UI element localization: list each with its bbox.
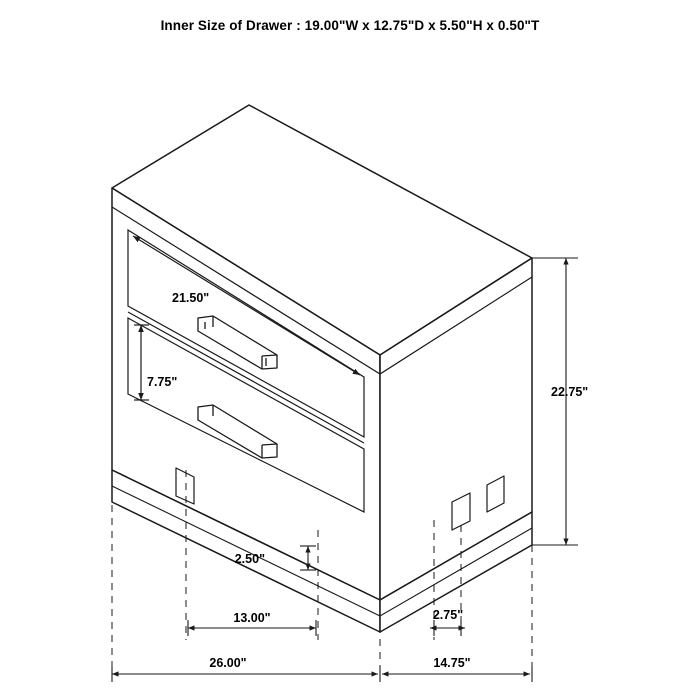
label-13-00: 13.00"	[233, 611, 271, 625]
page-title: Inner Size of Drawer : 19.00"W x 12.75"D x 5.50"H x 0.50"T	[160, 18, 540, 33]
label-2-50: 2.50"	[234, 552, 265, 566]
dim-overall-height-22-75	[532, 258, 578, 545]
label-7-75: 7.75"	[147, 375, 178, 389]
label-21-50: 21.50"	[172, 291, 210, 305]
label-22-75: 22.75"	[551, 385, 589, 399]
label-14-75: 14.75"	[433, 656, 471, 670]
label-26-00: 26.00"	[209, 656, 247, 670]
label-2-75: 2.75"	[432, 608, 464, 622]
dim-side-offset-2-75	[430, 620, 465, 636]
